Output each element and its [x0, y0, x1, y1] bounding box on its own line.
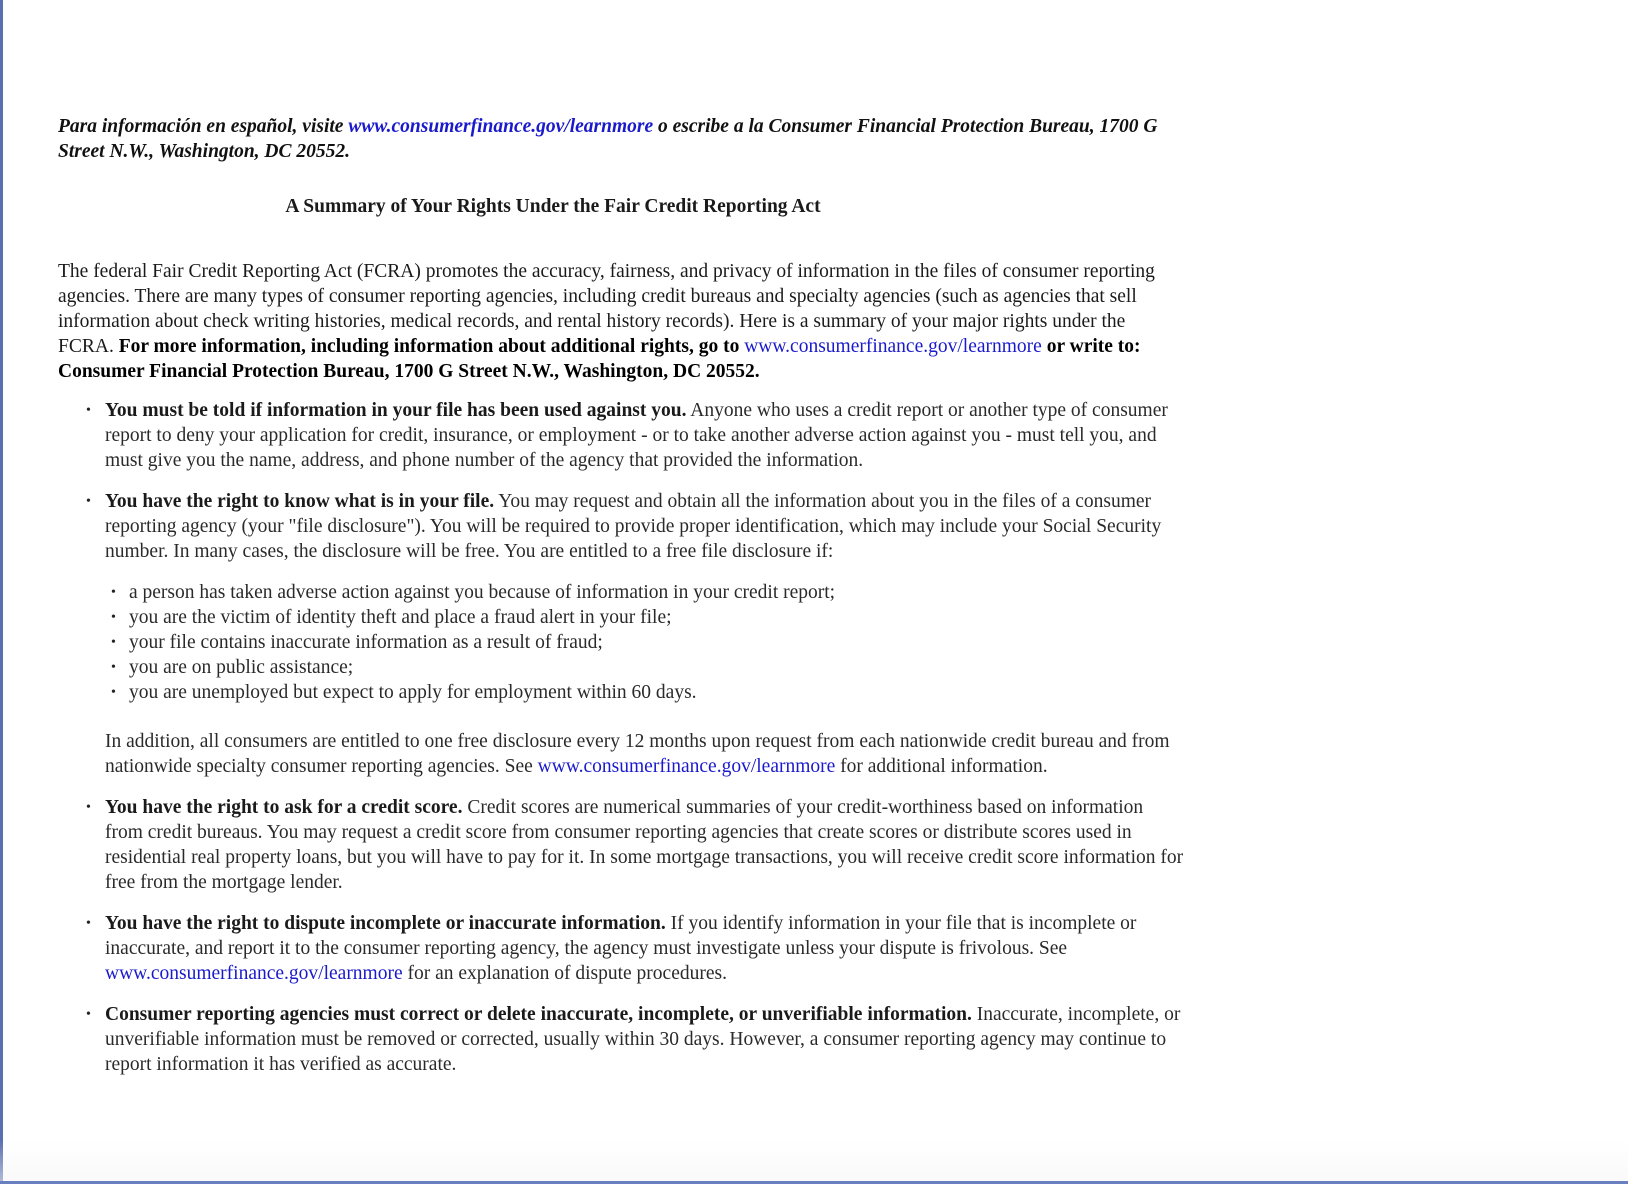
spanish-notice: [58, 114, 1184, 164]
right-item: [58, 795, 1184, 895]
condition-item: • you are on public assistance;: [58, 655, 1184, 680]
right-heading: You have the right to dispute incomplete or inaccurate information.: [105, 913, 666, 934]
additional-learnmore-link[interactable]: www.consumerfinance.gov/learnmore: [537, 756, 836, 777]
condition-item: • a person has taken adverse action against you because of information in your credit report;: [58, 580, 1184, 605]
spanish-notice-tail: o escribe a la Consumer Financial Protection Bureau, 1700 G Street N.W., Washington, DC 20552.: [58, 116, 1158, 162]
right-item: [58, 911, 1184, 986]
dispute-learnmore-link[interactable]: www.consumerfinance.gov/learnmore: [105, 963, 403, 984]
intro-text: The federal Fair Credit Reporting Act (FCRA) promotes the accuracy, fairness, and privacy of information in the files of consumer reporting agencies. There are many types of consumer reporting agencies, including credit bureaus and specialty agencies (such as agencies that sell information about check writing histories, medical records, and rental history records). Here is a summary of your major rights under the FCRA.: [58, 261, 1155, 357]
rights-list: [58, 398, 1184, 1077]
spanish-learnmore-link[interactable]: www.consumerfinance.gov/learnmore: [348, 116, 654, 137]
right-item: [58, 489, 1184, 779]
right-text: If you identify information in your file that is incomplete or inaccurate, and report it to the consumer reporting agency, the agency must investigate unless your dispute is frivolous. See: [105, 913, 1137, 959]
document-body: [58, 114, 1184, 1093]
right-text: Credit scores are numerical summaries of your credit-worthiness based on information from credit bureaus. You may request a credit score from consumer reporting agencies that create scores or distribute scores used in residential real property loans, but you will have to pay for it. In some mortgage transactions, you will receive credit score information for free from the mortgage lender.: [105, 797, 1184, 893]
right-text: Anyone who uses a credit report or another type of consumer report to deny your application for credit, insurance, or employment - or to take another adverse action against you - must tell you, and must give you the name, address, and phone number of the agency that provided the information.: [105, 400, 1168, 471]
intro-paragraph: [58, 259, 1184, 384]
condition-item: • you are unemployed but expect to apply for employment within 60 days.: [58, 680, 1184, 705]
additional-info-lead: In addition, all consumers are entitled to one free disclosure every 12 months upon request from each nationwide credit bureau and from nationwide specialty consumer reporting agencies. See: [105, 731, 1170, 777]
right-heading: You have the right to ask for a credit score.: [105, 797, 463, 818]
right-heading: Consumer reporting agencies must correct or delete inaccurate, incomplete, or unverifiable information.: [105, 1004, 972, 1025]
right-item: [58, 1002, 1184, 1077]
right-heading: You must be told if information in your file has been used against you.: [105, 400, 687, 421]
intro-learnmore-link[interactable]: www.consumerfinance.gov/learnmore: [744, 336, 1042, 357]
right-heading: You have the right to know what is in your file.: [105, 491, 495, 512]
intro-bold-tail: or write to: Consumer Financial Protection Bureau, 1700 G Street N.W., Washington, DC 20552.: [58, 336, 1141, 382]
additional-info-paragraph: [105, 729, 1184, 779]
spanish-notice-lead: Para información en español, visite: [58, 116, 349, 137]
right-item: [58, 398, 1184, 473]
window-left-border: [0, 0, 3, 1184]
right-text: You may request and obtain all the information about you in the files of a consumer reporting agency (your "file disclosure"). You will be required to provide proper identification, which may include your Social Security number. In many cases, the disclosure will be free. You are entitled to a free file disclosure if:: [105, 491, 1162, 562]
condition-item: • your file contains inaccurate information as a result of fraud;: [58, 630, 1184, 655]
right-text: Inaccurate, incomplete, or unverifiable information must be removed or corrected, usually within 30 days. However, a consumer reporting agency may continue to report information it has verified as accurate.: [105, 1004, 1181, 1075]
free-disclosure-conditions-list: [58, 580, 1184, 705]
condition-item: • you are the victim of identity theft and place a fraud alert in your file;: [58, 605, 1184, 630]
intro-bold-lead: For more information, including information about additional rights, go to: [118, 336, 745, 357]
document-title: A Summary of Your Rights Under the Fair Credit Reporting Act: [285, 196, 821, 217]
additional-info-tail: for additional information.: [835, 756, 1048, 777]
bottom-fade: [0, 1140, 1628, 1184]
right-text-tail: for an explanation of dispute procedures.: [402, 963, 727, 984]
